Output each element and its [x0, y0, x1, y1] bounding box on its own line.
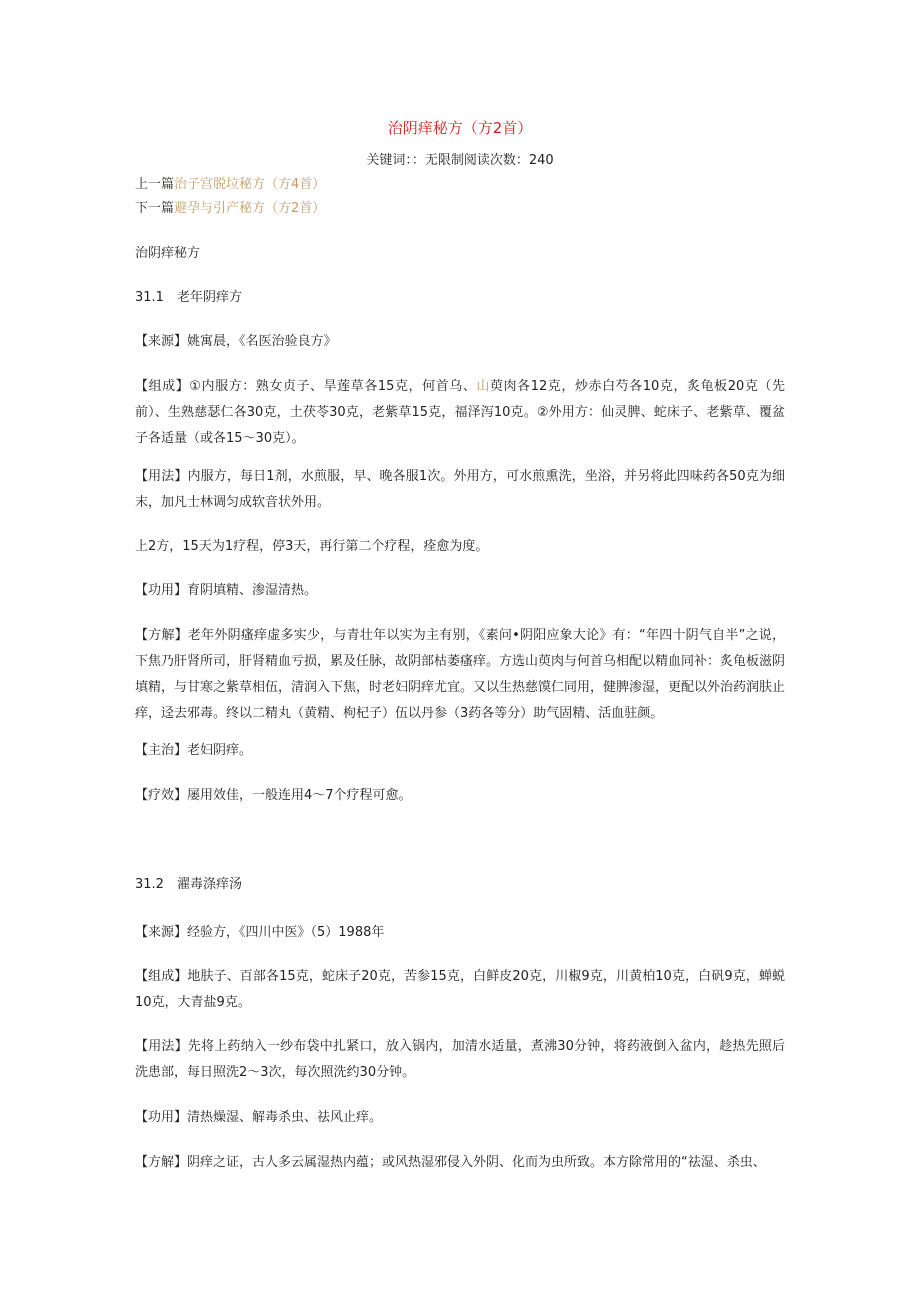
intro-heading: 治阴痒秘方 — [135, 246, 201, 261]
section-1-source: 【来源】姚寓晨，《名医治验良方》 — [135, 334, 337, 349]
meta-line: 关键词：：无限制阅读次数：240 — [366, 153, 554, 168]
section-1-effect: 【功用】育阴填精、渗湿清热。 — [135, 583, 318, 598]
section-2-explanation: 【方解】阴痒之证，古人多云属湿热内蕴；或风热湿邪侵入外阴、化而为虫所致。本方除常用的“祛湿、杀虫、 — [135, 1155, 766, 1170]
section-1-heading: 31.1 老年阴痒方 — [135, 290, 242, 305]
section-2-usage: 【用法】先将上药纳入一纱布袋中扎紧口，放入锅内，加清水适量，煮沸30分钟，将药液倒入盆内，趁热先照后洗患部，每日照洗2～3次，每次照洗约30分钟。 — [135, 1039, 785, 1080]
section-2-heading: 31.2 濯毒涤痒汤 — [135, 877, 242, 892]
next-article-link[interactable]: 避孕与引产秘方（方2首） — [174, 201, 326, 216]
section-2-effect: 【功用】清热燥湿、解毒杀虫、祛风止痒。 — [135, 1110, 383, 1125]
composition-highlight: 山 — [476, 379, 490, 394]
prev-article — [135, 175, 325, 195]
next-article — [135, 199, 325, 219]
composition-text-a: 【组成】①内服方：熟女贞子、旱莲草各15克，何首乌、 — [135, 379, 477, 394]
section-1-efficacy: 【疗效】屡用效佳，一般连用4～7个疗程可愈。 — [135, 788, 412, 803]
section-1-course: 上2方，15天为1疗程，停3天，再行第二个疗程，痊愈为度。 — [135, 539, 489, 554]
prev-label: 上一篇 — [135, 177, 175, 192]
section-1-composition — [135, 374, 785, 452]
prev-article-link[interactable]: 治子宫脱垃秘方（方4首） — [174, 177, 326, 192]
page-title: 治阴痒秘方（方2首） — [387, 119, 533, 137]
composition-text-b: 萸肉各12克，炒赤白芍各10克，炙龟板20克（先前）、生熟慈瑟仁各30克，土茯苓30克，老紫草15克，福泽泻10克。②外用方：仙灵脾、蛇床子、老紫草、覆盆子各适量（或各15～30克）。 — [135, 379, 785, 446]
section-2-composition: 【组成】地肤子、百部各15克，蛇床子20克，苦参15克，白鲜皮20克，川椒9克，川黄柏10克，白矾9克，蝉蜕10克，大青盐9克。 — [135, 969, 785, 1010]
section-1-usage: 【用法】内服方，每日1剂，水煎服，早、晚各服1次。外用方，可水煎熏洗，坐浴，并另将此四味药各50克为细末，加凡士林调匀成软音状外用。 — [135, 469, 785, 510]
next-label: 下一篇 — [135, 201, 175, 216]
section-2-source: 【来源】经验方，《四川中医》（5）1988年 — [135, 925, 385, 940]
section-1-explanation: 【方解】老年外阴瘙痒虚多实少，与青壮年以实为主有别，《素问•阴阳应象大论》有：“年四十阴气自半”之说，下焦乃肝肾所司，肝肾精血亏损，累及任脉，故阴部枯萎瘙痒。方选山萸肉与何首乌相配以精血同补：炙龟板滋阴填精，与甘寒之紫草相伍，清润入下焦，时老妇阴痒尤宜。又以生热慈馍仁同用，健脾渗湿，更配以外治药润肤止痒，迳去邪毒。终以二精丸（黄精、枸杞子）伍以丹参（3药各等分）助气固精、活血驻颜。 — [135, 628, 786, 721]
section-1-indication: 【主治】老妇阴痒。 — [135, 743, 253, 758]
